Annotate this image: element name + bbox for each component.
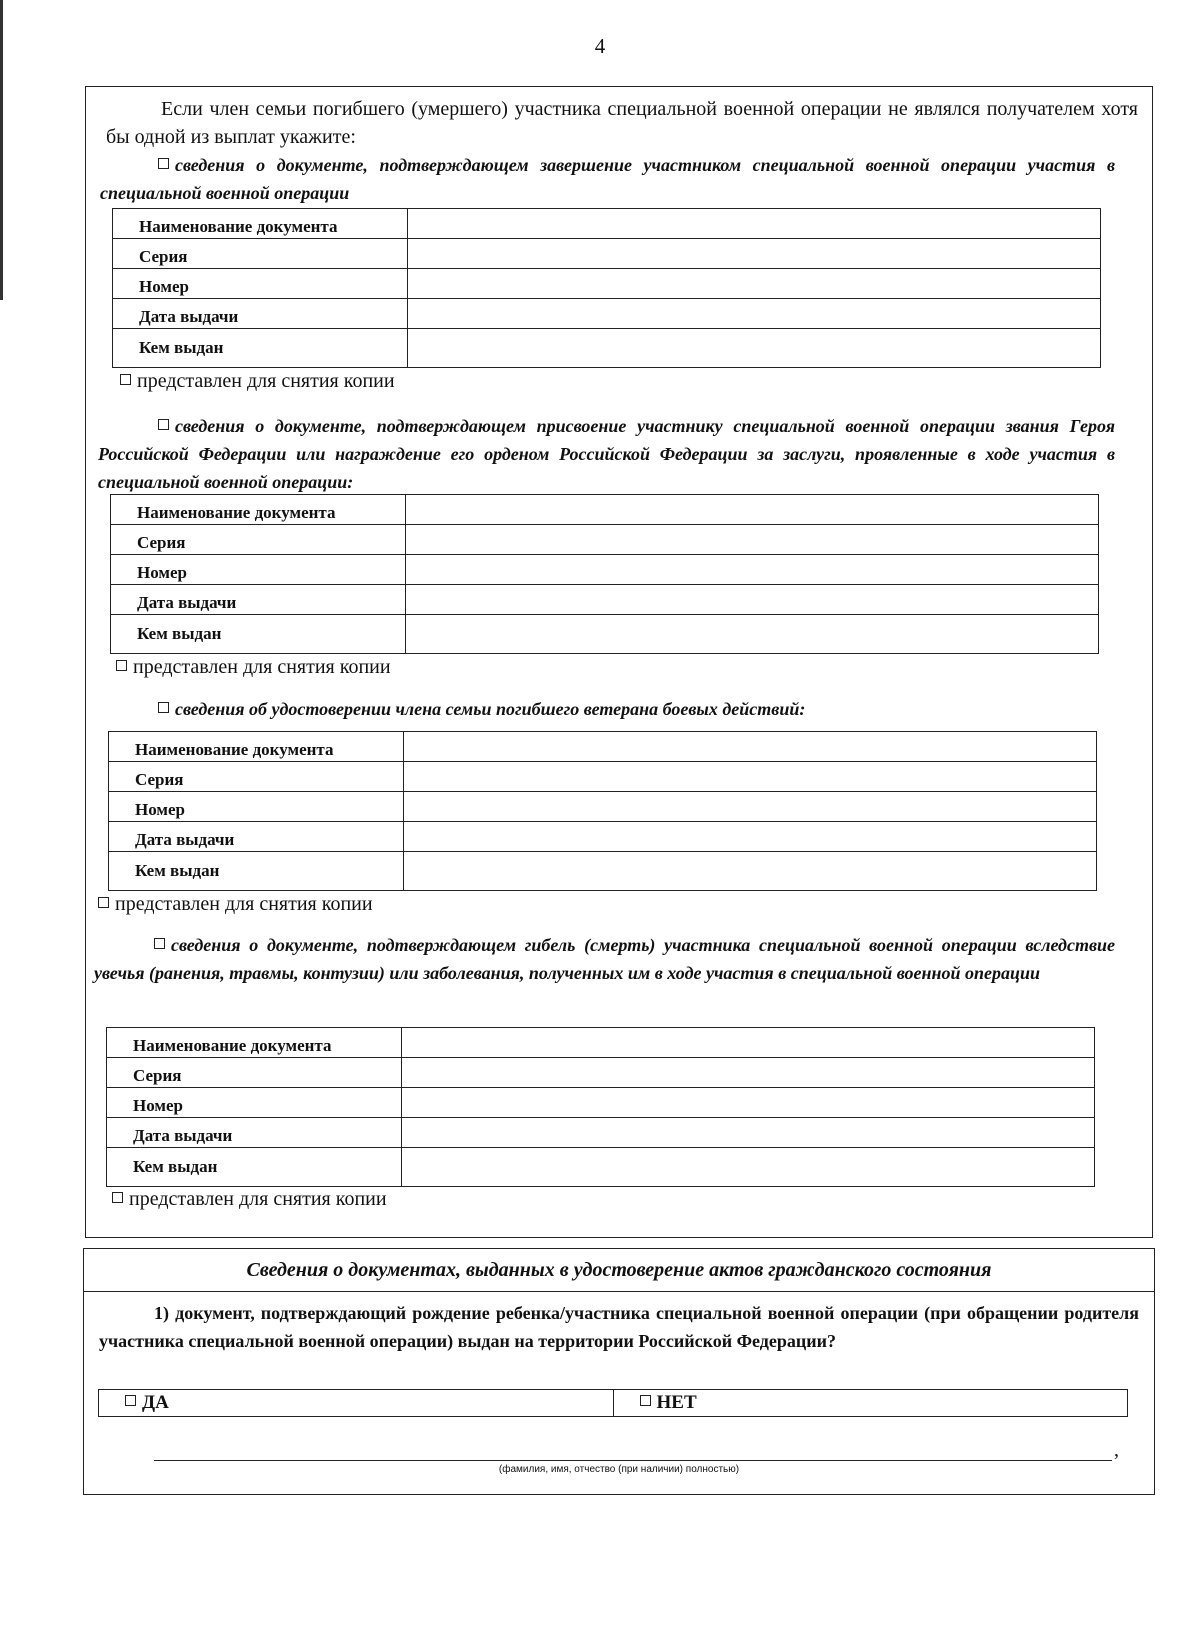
field-label: Номер [107,1088,402,1118]
block-4-copy-label: представлен для снятия копии [129,1188,387,1210]
table-row [109,762,1097,792]
full-name-comma: , [1114,1439,1119,1461]
block-2-copy-label: представлен для снятия копии [133,656,391,678]
block-3-table [108,731,1097,891]
block-2-heading-checkbox[interactable] [158,419,169,430]
field-label: Серия [107,1058,402,1088]
civil-section-divider [84,1291,1154,1292]
table-row [107,1028,1095,1058]
intro-text: Если член семьи погибшего (умершего) участника специальной военной операции не являлся получателем хотя бы одной из выплат укажите: [106,98,1138,148]
birth-document-question-text: 1) документ, подтверждающий рождение ребенка/участника специальной военной операции (при обращении родителя участника специальной военной операции) выдан на территории Российской Федерации? [99,1303,1139,1351]
field-value[interactable] [404,852,1097,891]
field-label: Дата выдачи [107,1118,402,1148]
field-value[interactable] [402,1148,1095,1187]
block-4-copy-note [112,1187,387,1211]
block-4-copy-checkbox[interactable] [112,1192,123,1203]
field-value[interactable] [402,1088,1095,1118]
full-name-input-line[interactable] [154,1460,1112,1461]
block-2-heading-text: сведения о документе, подтверждающем присвоение участнику специальной военной операции звания Героя Российской Федерации или награждение его орденом Российской Федерации за заслуги, проявленные в ходе участия в специальной военной операции: [98,416,1115,492]
table-row [107,1058,1095,1088]
field-label: Дата выдачи [111,585,406,615]
yes-checkbox[interactable] [125,1395,136,1406]
civil-status-documents-section [83,1248,1155,1495]
block-4-heading [94,931,1115,987]
field-label: Кем выдан [111,615,406,654]
field-value[interactable] [404,732,1097,762]
block-4-heading-text: сведения о документе, подтверждающем гибель (смерть) участника специальной военной операции вследствие увечья (ранения, травмы, контузии) или заболевания, полученных им в ходе участия в специальной военной операции [94,935,1115,983]
table-row [109,732,1097,762]
field-label: Кем выдан [109,852,404,891]
field-value[interactable] [404,822,1097,852]
field-value[interactable] [408,209,1101,239]
yes-no-table [98,1389,1128,1417]
field-label: Наименование документа [111,495,406,525]
table-row [113,239,1101,269]
table-row [107,1118,1095,1148]
block-3-copy-label: представлен для снятия копии [115,893,373,915]
block-1-heading-checkbox[interactable] [158,158,169,169]
field-label: Номер [111,555,406,585]
field-value[interactable] [408,329,1101,368]
block-3-heading [158,695,1108,723]
page-number: 4 [594,34,606,58]
table-row [109,822,1097,852]
table-row [111,495,1099,525]
block-1-heading-text: сведения о документе, подтверждающем завершение участником специальной военной операции участия в специальной военной операции [100,155,1115,203]
field-label: Наименование документа [107,1028,402,1058]
field-label: Наименование документа [113,209,408,239]
yes-option[interactable] [99,1390,614,1417]
field-label: Номер [109,792,404,822]
table-row [113,329,1101,368]
field-value[interactable] [406,525,1099,555]
birth-document-question [99,1299,1139,1355]
table-row [111,525,1099,555]
block-1-copy-note [120,369,395,393]
field-value[interactable] [406,555,1099,585]
block-1-heading [100,151,1115,207]
field-label: Серия [109,762,404,792]
field-value[interactable] [404,762,1097,792]
table-row [111,615,1099,654]
yes-label: ДА [142,1392,169,1413]
block-2-copy-checkbox[interactable] [116,660,127,671]
block-2-heading [98,412,1115,496]
field-value[interactable] [406,495,1099,525]
block-4-heading-checkbox[interactable] [154,938,165,949]
table-row [113,269,1101,299]
block-1-copy-label: представлен для снятия копии [137,370,395,392]
field-label: Дата выдачи [113,299,408,329]
no-checkbox[interactable] [640,1395,651,1406]
block-3-heading-checkbox[interactable] [158,702,169,713]
table-row [109,852,1097,891]
field-value[interactable] [402,1118,1095,1148]
table-row [107,1088,1095,1118]
table-row [107,1148,1095,1187]
table-row [113,299,1101,329]
block-3-copy-note [98,892,373,916]
field-value[interactable] [408,299,1101,329]
block-2-copy-note [116,655,391,679]
field-label: Кем выдан [113,329,408,368]
field-value[interactable] [402,1058,1095,1088]
field-value[interactable] [406,585,1099,615]
field-label: Серия [113,239,408,269]
table-row [99,1390,1128,1417]
field-label: Номер [113,269,408,299]
no-option[interactable] [613,1390,1128,1417]
intro-paragraph [106,95,1138,151]
table-row [111,585,1099,615]
field-value[interactable] [408,239,1101,269]
field-value[interactable] [408,269,1101,299]
no-label: НЕТ [656,1392,697,1413]
block-1-copy-checkbox[interactable] [120,374,131,385]
field-value[interactable] [402,1028,1095,1058]
field-value[interactable] [404,792,1097,822]
table-row [113,209,1101,239]
table-row [111,555,1099,585]
field-label: Кем выдан [107,1148,402,1187]
table-row [109,792,1097,822]
civil-section-title: Сведения о документах, выданных в удостоверение актов гражданского состояния [246,1259,992,1281]
block-2-table [110,494,1099,654]
block-4-table [106,1027,1095,1187]
full-name-caption: (фамилия, имя, отчество (при наличии) полностью) [498,1464,740,1475]
field-label: Дата выдачи [109,822,404,852]
field-label: Серия [111,525,406,555]
block-1-table [112,208,1101,368]
family-member-documents-section [85,86,1153,1238]
field-value[interactable] [406,615,1099,654]
field-label: Наименование документа [109,732,404,762]
block-3-copy-checkbox[interactable] [98,897,109,908]
block-3-heading-text: сведения об удостоверении члена семьи погибшего ветерана боевых действий: [175,699,806,719]
